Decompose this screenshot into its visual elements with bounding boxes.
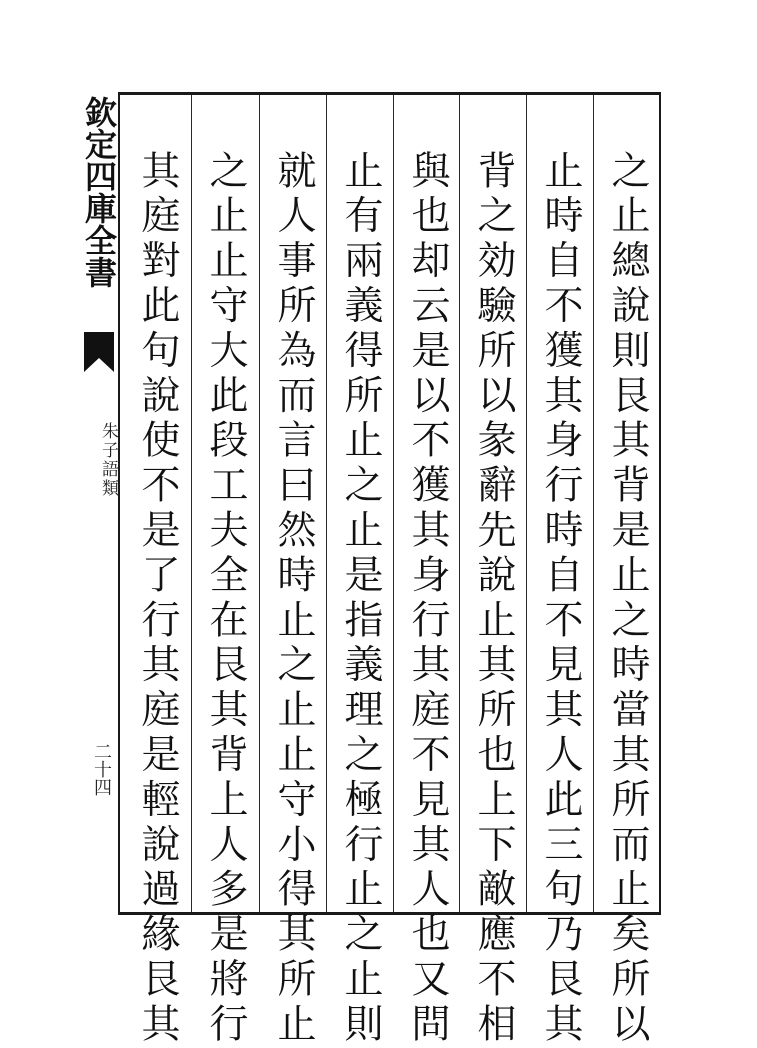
text-column-5: 止有兩義得所止之止是指義理之極行止之止則	[338, 150, 383, 1048]
collection-title: 欽定四庫全書	[80, 96, 118, 288]
text-column-7: 之止止守大此段工夫全在艮其背上人多是將行	[203, 150, 248, 1048]
book-title: 朱子語類	[98, 422, 118, 498]
frame-top-border	[118, 92, 661, 95]
page-gutter	[80, 92, 118, 914]
text-column-6: 就人事所為而言曰然時止之止止守小得其所止	[271, 150, 316, 1048]
text-column-3: 背之効驗所以彖辭先說止其所也上下敵應不相	[471, 150, 516, 1048]
frame-left-border	[118, 92, 120, 914]
text-column-8: 其庭對此句說使不是了行其庭是輕說過緣艮其	[135, 150, 180, 1048]
text-column-2: 止時自不獲其身行時自不見其人此三句乃艮其	[538, 150, 583, 1048]
text-column-1: 之止總說則艮其背是止之時當其所而止矣所以	[605, 150, 650, 1048]
page-number: 二十四	[91, 742, 112, 796]
text-column-4: 與也却云是以不獲其身行其庭不見其人也又問	[405, 150, 450, 1048]
fishtail-mark-icon	[84, 332, 114, 372]
